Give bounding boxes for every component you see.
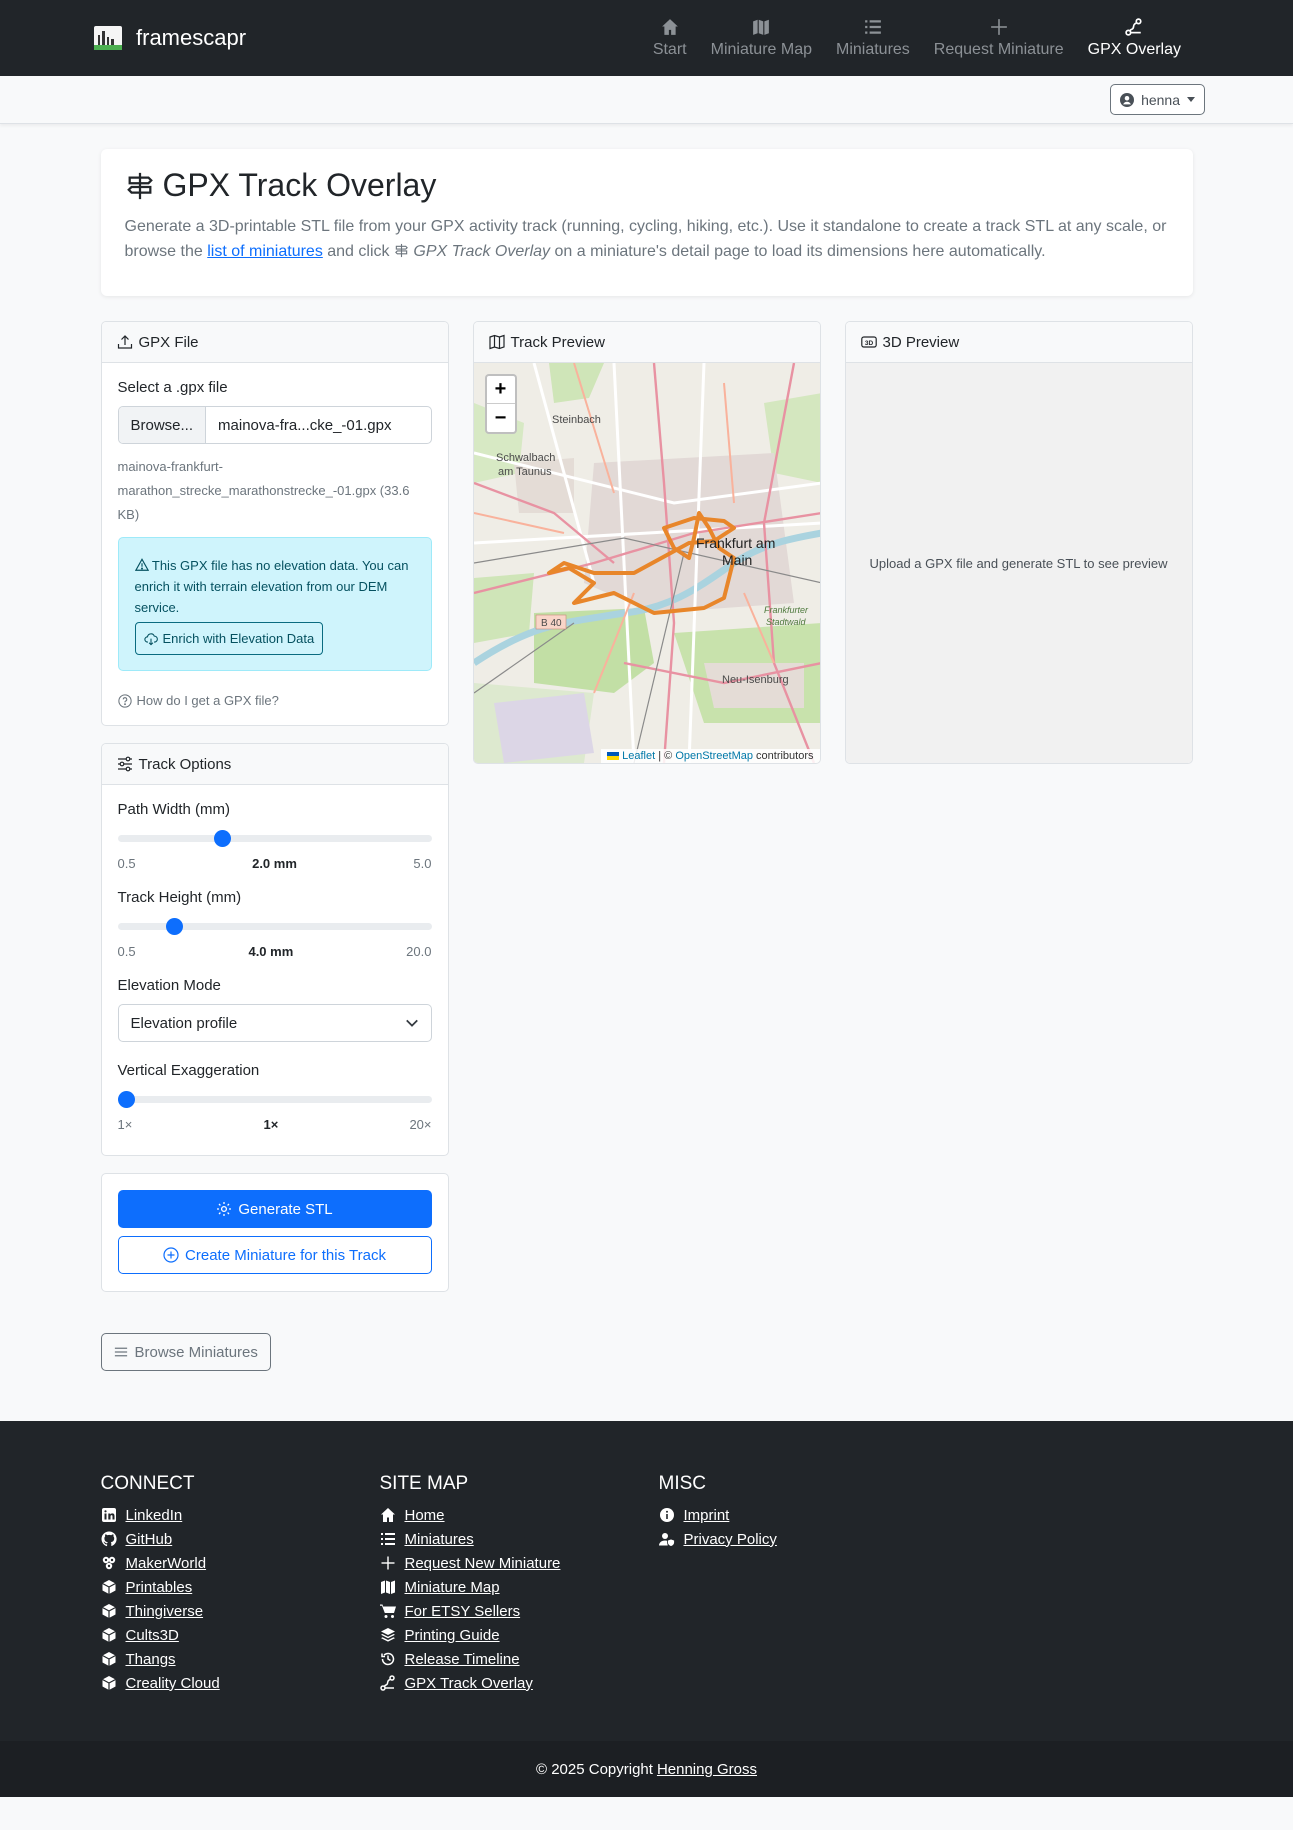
- brand[interactable]: [94, 25, 246, 51]
- copyright-bar: [0, 1741, 1293, 1797]
- home-icon: [380, 1507, 396, 1523]
- slider-max: 5.0: [413, 856, 432, 871]
- plus-icon: [990, 18, 1008, 36]
- osm-link[interactable]: OpenStreetMap: [675, 750, 753, 762]
- footer-misc: [659, 1473, 938, 1695]
- slider-min: 0.5: [117, 856, 136, 871]
- slider-thumb[interactable]: [166, 918, 183, 935]
- slider-min: 1×: [117, 1117, 133, 1132]
- user-shield-icon: [659, 1531, 675, 1547]
- miniatures-list-link[interactable]: list of miniatures: [207, 243, 323, 260]
- exaggeration-label: Vertical Exaggeration: [117, 1062, 260, 1079]
- nav-menu: [641, 0, 1193, 76]
- gpx-file-body: [102, 363, 448, 725]
- gpx-file-input[interactable]: [118, 406, 432, 444]
- file-select-label: Select a .gpx file: [117, 379, 228, 396]
- list-icon: [114, 1345, 128, 1359]
- list-icon: [380, 1531, 396, 1547]
- slider-value: 4.0 mm: [248, 944, 294, 959]
- leaflet-link[interactable]: Leaflet: [622, 750, 656, 762]
- generate-stl-button[interactable]: Generate STL: [118, 1190, 432, 1228]
- nav-gpx-overlay[interactable]: [1076, 0, 1193, 76]
- zoom-in-button[interactable]: +: [487, 376, 515, 404]
- map-label: Schwalbach: [495, 452, 555, 464]
- map-icon: [752, 18, 770, 36]
- footer-link-miniatures[interactable]: Miniatures: [404, 1530, 474, 1548]
- user-menu-button[interactable]: [1110, 84, 1205, 115]
- footer-link-printables[interactable]: Printables: [125, 1578, 193, 1596]
- slider-value: 2.0 mm: [252, 856, 297, 871]
- footer-link-miniature-map[interactable]: Miniature Map: [404, 1578, 500, 1596]
- footer-link-request[interactable]: Request New Miniature: [404, 1554, 561, 1572]
- cube-icon: [101, 1627, 117, 1643]
- home-icon: [661, 18, 679, 36]
- elevation-mode-select[interactable]: Elevation profile: [118, 1004, 432, 1042]
- route-icon: [1125, 18, 1143, 36]
- preview-3d-column: [845, 321, 1193, 781]
- brand-name: framescapr: [136, 25, 247, 50]
- track-height-group: [118, 889, 432, 959]
- slider-max: 20×: [409, 1117, 432, 1132]
- list-icon: [864, 18, 882, 36]
- exaggeration-slider[interactable]: [118, 1089, 432, 1109]
- cube-icon: [101, 1579, 117, 1595]
- preview-3d-header: 3D 3D Preview: [846, 322, 1192, 363]
- enrich-elevation-button[interactable]: Enrich with Elevation Data: [135, 622, 324, 655]
- map-label: Steinbach: [551, 414, 601, 426]
- layers-icon: [380, 1627, 396, 1643]
- badge-3d-icon: [861, 334, 877, 350]
- zoom-out-button[interactable]: −: [494, 406, 507, 429]
- plus-icon: [380, 1555, 396, 1571]
- track-preview-column: [473, 321, 821, 781]
- elevation-alert: This GPX file has no elevation data. You can enrich it with terrain elevation from our DEM service. Enrich with Elevation Data: [118, 537, 432, 671]
- author-link[interactable]: Henning Gross: [656, 1760, 757, 1778]
- content-row: [101, 321, 1193, 1309]
- map-label: am Taunus: [497, 466, 552, 478]
- preview-empty-text: Upload a GPX file and generate STL to see preview: [869, 555, 1168, 571]
- nav-label: Miniatures: [835, 40, 910, 58]
- map-label: Stadtwald: [765, 617, 806, 627]
- svg-text:3D: 3D: [864, 339, 873, 347]
- footer-heading: SITE MAP: [379, 1473, 469, 1494]
- footer-connect: [101, 1473, 380, 1695]
- preview-3d-viewport[interactable]: [846, 363, 1192, 763]
- ukraine-flag-icon: [607, 752, 619, 760]
- github-icon: [101, 1531, 117, 1547]
- map-icon: [489, 334, 505, 350]
- cube-icon: [101, 1651, 117, 1667]
- nav-label: Start: [652, 40, 687, 58]
- cube-icon: [101, 1675, 117, 1691]
- footer-link-creality-cloud[interactable]: Creality Cloud: [125, 1674, 220, 1692]
- map-label: Frankfurt am: [695, 535, 775, 551]
- slider-thumb[interactable]: [118, 1091, 135, 1108]
- map-label: Main: [721, 552, 752, 568]
- history-icon: [380, 1651, 396, 1667]
- intro-text: Generate a 3D-printable STL file from your GPX activity track (running, cycling, hiking, etc.). Use it standalone to create a track STL at any scale, or browse the list of miniatures and click GPX Track Overlay on a miniature's detail page to load its dimensions here automatically.: [124, 218, 1167, 260]
- path-width-slider[interactable]: [118, 828, 432, 848]
- nav-label: Request Miniature: [933, 40, 1064, 58]
- nav-miniatures[interactable]: [824, 0, 922, 76]
- gear-icon: [216, 1201, 232, 1217]
- user-bar: [0, 76, 1293, 124]
- path-width-label: Path Width (mm): [117, 801, 231, 818]
- footer-heading: CONNECT: [100, 1473, 195, 1494]
- preview-3d-card: [845, 321, 1193, 764]
- logo-icon: [94, 26, 122, 50]
- footer-link-thangs[interactable]: Thangs: [125, 1650, 176, 1668]
- zoom-control: [485, 374, 517, 434]
- nav-label: GPX Overlay: [1087, 40, 1181, 58]
- linkedin-icon: [101, 1507, 117, 1523]
- map-label: B 40: [540, 618, 562, 629]
- browse-file-button[interactable]: Browse...: [119, 407, 207, 443]
- browse-miniatures-button[interactable]: Browse Miniatures: [101, 1333, 271, 1371]
- map-icon: [380, 1579, 396, 1595]
- footer-link-gpx-overlay[interactable]: GPX Track Overlay: [404, 1674, 533, 1692]
- selected-file-name: mainova-fra...cke_-01.gpx: [218, 416, 392, 434]
- upload-icon: [117, 334, 133, 350]
- route-icon: [380, 1675, 396, 1691]
- left-column: [101, 321, 449, 1309]
- slider-thumb[interactable]: [214, 830, 231, 847]
- cube-icon: [101, 1603, 117, 1619]
- track-options-body: [102, 785, 448, 1155]
- cart-icon: [380, 1603, 396, 1619]
- track-options-card: [101, 743, 449, 1156]
- actions-card: [101, 1173, 449, 1292]
- navbar: [0, 0, 1293, 76]
- footer: [0, 1421, 1293, 1741]
- track-map[interactable]: [474, 363, 820, 763]
- slider-value: 1×: [263, 1117, 279, 1132]
- map-label: Frankfurter: [763, 605, 808, 615]
- main-container: [101, 149, 1193, 1371]
- gpx-help-link[interactable]: How do I get a GPX file?: [118, 693, 432, 708]
- footer-link-home[interactable]: Home: [404, 1506, 445, 1524]
- user-circle-icon: [1120, 93, 1134, 107]
- footer-link-privacy[interactable]: Privacy Policy: [683, 1530, 777, 1548]
- path-width-group: [118, 801, 432, 871]
- footer-heading: MISC: [658, 1473, 706, 1494]
- map-label: Neu-Isenburg: [721, 674, 789, 686]
- question-circle-icon: [118, 694, 132, 708]
- footer-link-makerworld[interactable]: MakerWorld: [125, 1554, 207, 1572]
- file-info: mainova-frankfurt-marathon_strecke_marathonstrecke_-01.gpx (33.6 KB): [117, 459, 410, 522]
- makerworld-icon: [101, 1555, 117, 1571]
- nav-miniature-map[interactable]: [699, 0, 824, 76]
- footer-link-linkedin[interactable]: LinkedIn: [125, 1506, 183, 1524]
- slider-max: 20.0: [406, 944, 432, 959]
- map-tiles: [474, 363, 820, 763]
- create-miniature-button[interactable]: Create Miniature for this Track: [118, 1236, 432, 1274]
- gpx-file-card: [101, 321, 449, 726]
- gpx-file-header: GPX File: [102, 322, 448, 363]
- cloud-download-icon: [144, 632, 158, 646]
- plus-circle-icon: [163, 1247, 179, 1263]
- footer-link-release-timeline[interactable]: Release Timeline: [404, 1650, 520, 1668]
- page-title: GPX Track Overlay: [125, 167, 1169, 204]
- sliders-icon: [117, 756, 133, 772]
- footer-link-thingiverse[interactable]: Thingiverse: [125, 1602, 204, 1620]
- elevation-mode-label: Elevation Mode: [117, 977, 221, 994]
- footer-link-github[interactable]: GitHub: [125, 1530, 173, 1548]
- map-attribution: Leaflet | © OpenStreetMap contributors: [601, 749, 819, 763]
- slider-min: 0.5: [117, 944, 136, 959]
- track-preview-card: [473, 321, 821, 764]
- exaggeration-group: [118, 1062, 432, 1132]
- footer-link-etsy[interactable]: For ETSY Sellers: [404, 1602, 521, 1620]
- track-options-header: Track Options: [102, 744, 448, 785]
- copyright-text: © 2025 Copyright: [535, 1760, 653, 1778]
- info-circle-icon: [659, 1507, 675, 1523]
- track-height-label: Track Height (mm): [117, 889, 242, 906]
- nav-label: Miniature Map: [710, 40, 812, 58]
- signpost-icon: [394, 243, 409, 258]
- nav-start[interactable]: [641, 0, 699, 76]
- signpost-icon: [125, 171, 155, 201]
- intro-card: [101, 149, 1193, 296]
- caret-down-icon: [1187, 97, 1195, 102]
- track-preview-header: Track Preview: [474, 322, 820, 363]
- warning-icon: [135, 558, 149, 572]
- chevron-down-icon: [405, 1016, 419, 1030]
- footer-link-imprint[interactable]: Imprint: [683, 1506, 730, 1524]
- track-height-slider[interactable]: [118, 916, 432, 936]
- footer-sitemap: [380, 1473, 659, 1695]
- footer-link-printing-guide[interactable]: Printing Guide: [404, 1626, 500, 1644]
- user-name: henna: [1141, 91, 1180, 108]
- footer-link-cults3d[interactable]: Cults3D: [125, 1626, 179, 1644]
- nav-request-miniature[interactable]: [922, 0, 1076, 76]
